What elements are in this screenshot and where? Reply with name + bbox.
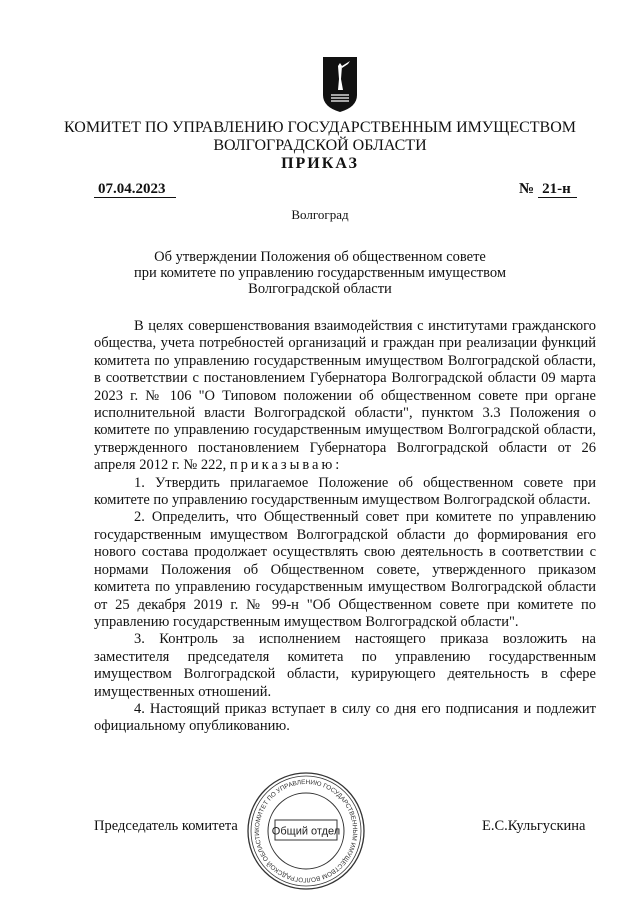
date-value: 07.04.2023 [94,181,176,198]
stamp-center-text: Общий отдел [271,825,341,838]
coat-of-arms-emblem [323,57,357,112]
number-value: 21-н [538,181,577,198]
subject-line-1: Об утверждении Положения об общественном совете [154,249,486,265]
item-1: 1. Утвердить прилагаемое Положение об общественном совете при комитете по управлению государственным имуществом Волгоградской области. [94,474,596,509]
item-3: 3. Контроль за исполнением настоящего приказа возложить на заместителя председателя комитета по управлению государственным имуществом Волгоградской области, курирующего деятельность в сфере имущественных отношений. [94,631,596,700]
document-subject [0,249,640,297]
document-number [519,181,577,198]
signer-name: Е.С.Кульгускина [482,818,586,834]
official-stamp [245,770,367,892]
document-body [94,318,596,736]
document-date [94,181,176,198]
order-word: приказываю: [229,457,343,474]
document-type: ПРИКАЗ [281,155,359,172]
signer-role: Председатель комитета [94,818,238,834]
org-name-line-2: ВОЛГОГРАДСКОЙ ОБЛАСТИ [213,137,427,154]
city: Волгоград [291,207,349,222]
item-2: 2. Определить, что Общественный совет при комитете по управлению государственным имуществом Волгоградской области до формирования его нового состава продолжает осуществлять свою деятельность в соответствии с нормами Положения об Общественном совете, утвержденного приказом комитета по управлению государственным имуществом Волгоградской области от 25 декабря 2019 г. № 99-н "Об Общественном совете при комитете по управлению государственным имуществом Волгоградской области". [94,509,596,630]
preamble-paragraph [94,318,596,475]
org-name-line-1: КОМИТЕТ ПО УПРАВЛЕНИЮ ГОСУДАРСТВЕННЫМ ИМУЩЕСТВОМ [63,119,576,136]
subject-line-3: Волгоградской области [248,281,392,297]
stamp-ring-text: КОМИТЕТ ПО УПРАВЛЕНИЮ ГОСУДАРСТВЕННЫМ ИМУЩЕСТВОМ ВОЛГОГРАДСКОЙ ОБЛАСТИ [253,778,359,884]
number-sign: № [519,181,535,197]
item-4: 4. Настоящий приказ вступает в силу со дня его подписания и подлежит официальному опубликованию. [94,700,596,735]
subject-line-2: при комитете по управлению государственным имуществом [133,265,507,281]
preamble-text: В целях совершенствования взаимодействия с институтами гражданского общества, учета потребностей организаций и граждан при реализации функций комитета по управлению государственным имуществом Волгоградской области, в соответствии с постановлением Губернатора Волгоградской области 09 марта 2023 г. № 106 "О Типовом положении об общественном совете при органе исполнительной власти Волгоградской области", пунктом 3.3 Положения о комитете по управлению государственным имуществом Волгоградской области, утвержденного постановлением Губернатора Волгоградской области от 26 апреля 2012 г. № 222, [94,318,596,474]
